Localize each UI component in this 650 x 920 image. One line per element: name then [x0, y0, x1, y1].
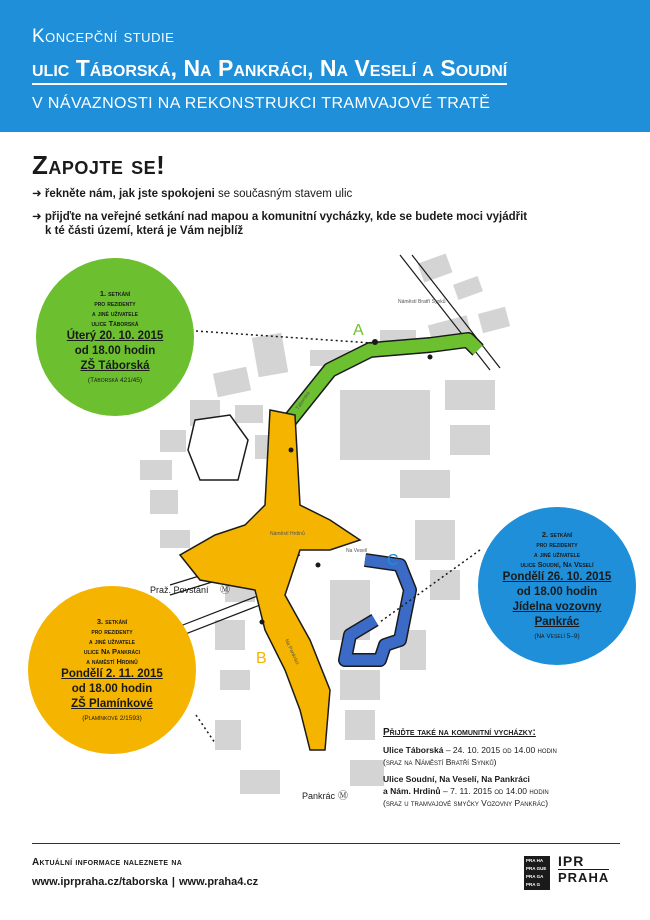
bullet-1	[32, 186, 352, 202]
meeting-2-place: Jídelna vozovny	[512, 601, 602, 613]
bullet-2-text: přijďte na veřejné setkání nad mapou a komunitní vycházky, kde se budete moci vyjádřit	[44, 211, 528, 223]
meeting-2-street: ulice Soudní, Na Veselí	[520, 560, 594, 569]
meeting-1-address: (Táborská 421/45)	[87, 376, 143, 384]
route-c-label: C	[387, 552, 399, 569]
bullet-2-continuation: k té části území, která je Vám nejblíž	[45, 225, 244, 237]
walk-1	[383, 744, 628, 768]
meeting-1-street: ulice Táborská	[91, 318, 139, 328]
logo-ipr-text: IPR	[558, 853, 585, 869]
meeting-2-audience-2: a jiné uživatele	[534, 550, 580, 559]
footer-links	[32, 876, 258, 888]
header-title: ulic Táborská, Na Pankráci, Na Veselí a Soudní	[32, 55, 507, 85]
walk-1-meeting-point: (sraz na Náměstí Bratří Synků)	[383, 757, 497, 767]
map-label-square-top: Náměstí Bratří Synků	[398, 299, 446, 305]
walk-2-streets-2: a Nám. Hrdinů	[383, 786, 441, 796]
header-banner	[0, 0, 650, 132]
meeting-1-place: ZŠ Táborská	[80, 359, 150, 372]
meeting-2-circle	[478, 507, 636, 665]
walk-2	[383, 773, 628, 809]
ipr-logo	[558, 853, 609, 886]
footer-separator: |	[171, 876, 175, 888]
metro-icon: Ⓜ	[220, 585, 230, 596]
map-label-square-mid: Náměstí Hrdinů	[270, 531, 305, 537]
community-walks	[383, 727, 628, 814]
map-school-building	[188, 415, 248, 480]
arrow-icon: ➜	[32, 188, 42, 200]
meeting-2-audience: pro rezidenty	[536, 540, 578, 549]
meeting-2-date: Pondělí 26. 10. 2015	[502, 571, 612, 583]
meeting-2-time: od 18.00 hodin	[516, 586, 598, 598]
route-b-label: B	[256, 650, 267, 667]
meeting-1-time: od 18.00 hodin	[74, 344, 156, 357]
metro-stop-pankrac: Pankrác	[302, 791, 336, 801]
meeting-2-address: (Na Veselí 5–9)	[534, 633, 580, 640]
walk-2-streets: Ulice Soudní, Na Veselí, Na Pankráci	[383, 774, 530, 784]
map-label-pankraci: Na Pankráci	[283, 638, 301, 666]
logo-grid-line: PRA HA	[526, 858, 544, 863]
logo-grid-line: PRA GA	[526, 874, 544, 879]
meeting-3-number: 3. setkání	[96, 616, 128, 626]
meeting-1-circle	[36, 258, 194, 416]
meeting-1-audience-2: a jiné uživatele	[92, 308, 138, 318]
praha-logo-icon	[524, 856, 550, 890]
logo-praha-text: PRAHA	[558, 870, 610, 885]
metro-stop-prazske: Praž. Povstání	[150, 585, 209, 595]
header-subtitle: Koncepční studie	[32, 26, 175, 47]
walk-2-date: – 7. 11. 2015 od 14.00 hodin	[440, 786, 549, 796]
meeting-3-time: od 18.00 hodin	[71, 682, 153, 695]
meeting-3-street: ulice Na Pankráci	[83, 646, 141, 656]
bullet-1-text: se současným stavem ulic	[214, 188, 353, 200]
walks-title: Přijďte také na komunitní vycházky:	[383, 727, 536, 738]
meeting-1-audience: pro rezidenty	[94, 298, 136, 308]
meeting-3-place: ZŠ Plamínkové	[71, 697, 153, 710]
bullet-1-bold: řekněte nám, jak jste spokojeni	[44, 188, 215, 200]
walk-1-streets: Ulice Táborská	[383, 745, 444, 755]
arrow-icon: ➜	[32, 211, 42, 223]
meeting-3-audience: pro rezidenty	[91, 626, 133, 636]
bullet-2	[32, 209, 592, 225]
map-label-taborska: Táborská	[294, 390, 312, 412]
meeting-3-circle	[28, 586, 196, 754]
logo-grid-line: PRA GUE	[526, 866, 547, 871]
metro-icon: Ⓜ	[338, 791, 348, 802]
cta-title: Zapojte se!	[32, 150, 166, 180]
meeting-3-address: (Plamínkové 2/1593)	[82, 714, 142, 722]
meeting-2-number: 2. setkání	[541, 530, 573, 539]
header-tagline: V NÁVAZNOSTI NA REKONSTRUKCI TRAMVAJOVÉ TRATĚ	[32, 95, 491, 112]
map-label-veseli: Na Veselí	[346, 548, 368, 554]
meeting-3-audience-2: a jiné uživatele	[89, 636, 135, 646]
meeting-3-date: Pondělí 2. 11. 2015	[61, 667, 163, 680]
walk-1-date: – 24. 10. 2015 od 14.00 hodin	[443, 745, 557, 755]
meeting-1-number: 1. setkání	[99, 288, 131, 298]
meeting-2-place-2: Pankrác	[534, 616, 580, 628]
link-praha4[interactable]: www.praha4.cz	[179, 876, 259, 888]
route-a-label: A	[353, 322, 364, 339]
footer-info: Aktuální informace naleznete na	[32, 857, 183, 868]
meeting-1-date: Úterý 20. 10. 2015	[66, 329, 164, 342]
link-ipr-taborska[interactable]: www.iprpraha.cz/taborska	[32, 876, 168, 888]
meeting-3-street-2: a náměstí Hrdinů	[86, 656, 138, 666]
walk-2-meeting-point: (sraz u tramvajové smyčky Vozovny Pankrác)	[383, 798, 549, 808]
logo-grid-line: PRA G	[526, 882, 541, 887]
footer-divider	[32, 843, 620, 844]
